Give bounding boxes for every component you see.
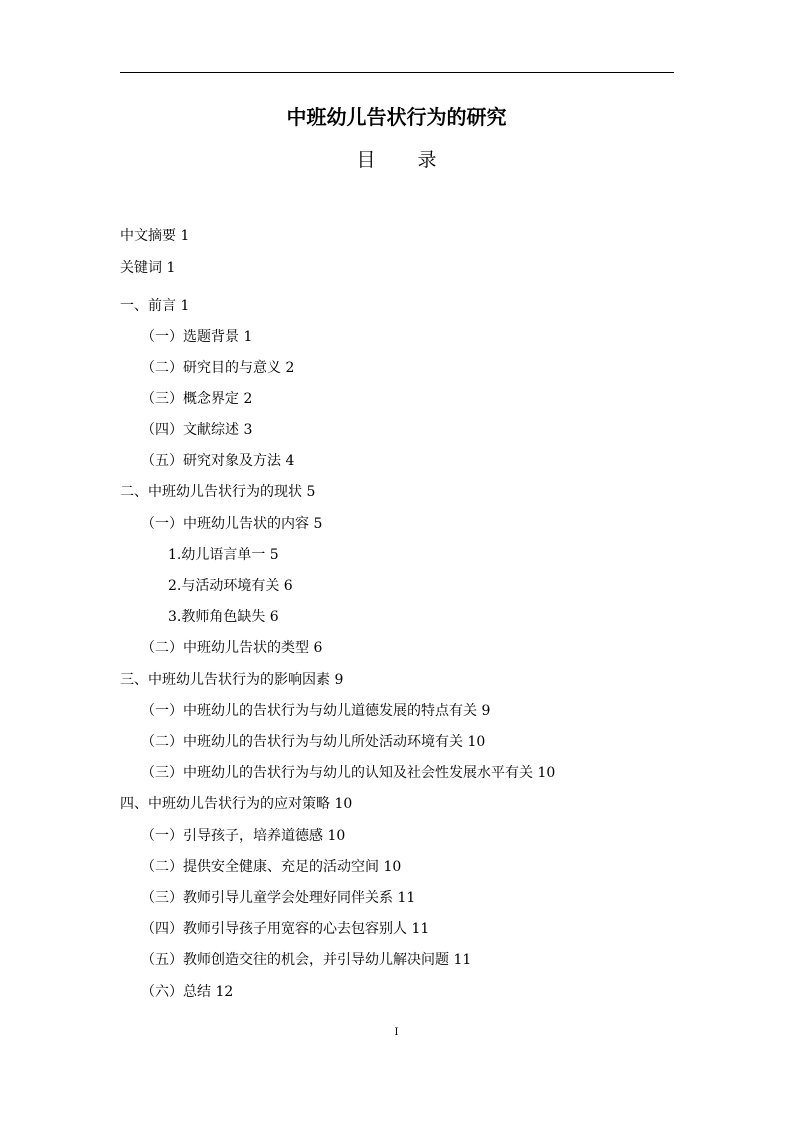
toc-entry[interactable]: （五）研究对象及方法 4 xyxy=(141,453,295,469)
toc-entry[interactable]: （二）提供安全健康、充足的活动空间 10 xyxy=(141,859,402,875)
toc-entry[interactable]: （一）中班幼儿的告状行为与幼儿道德发展的特点有关 9 xyxy=(141,703,491,719)
toc-entry[interactable]: （二）中班幼儿告状的类型 6 xyxy=(141,640,323,656)
toc-entry[interactable]: 2.与活动环境有关 6 xyxy=(168,578,293,594)
toc-entry[interactable]: （四）文献综述 3 xyxy=(141,422,253,438)
toc-entry[interactable]: （一）引导孩子，培养道德感 10 xyxy=(141,828,346,844)
header-rule xyxy=(120,72,674,73)
document-title: 中班幼儿告状行为的研究 xyxy=(286,105,507,129)
toc-entry[interactable]: （三）中班幼儿的告状行为与幼儿的认知及社会性发展水平有关 10 xyxy=(141,765,556,781)
toc-entry[interactable]: （三）教师引导儿童学会处理好同伴关系 11 xyxy=(141,890,416,906)
page-number: I xyxy=(394,1027,399,1038)
toc-entry[interactable]: （一）选题背景 1 xyxy=(141,329,253,345)
toc-entry[interactable]: 四、中班幼儿告状行为的应对策略 10 xyxy=(120,796,353,812)
toc-entry[interactable]: 中文摘要 1 xyxy=(120,228,190,244)
toc-entry[interactable]: 关键词 1 xyxy=(120,260,176,276)
toc-heading-char-2: 录 xyxy=(417,149,437,171)
toc-entry[interactable]: 二、中班幼儿告状行为的现状 5 xyxy=(120,484,316,500)
toc-entry[interactable]: 一、前言 1 xyxy=(120,298,190,314)
toc-entry[interactable]: （二）中班幼儿的告状行为与幼儿所处活动环境有关 10 xyxy=(141,734,486,750)
toc-entry[interactable]: 三、中班幼儿告状行为的影响因素 9 xyxy=(120,672,344,688)
toc-entry[interactable]: （三）概念界定 2 xyxy=(141,391,253,407)
toc-entry[interactable]: 1.幼儿语言单一 5 xyxy=(168,547,279,563)
toc-entry[interactable]: （二）研究目的与意义 2 xyxy=(141,360,295,376)
toc-entry[interactable]: （四）教师引导孩子用宽容的心去包容别人 11 xyxy=(141,921,430,937)
toc-entry[interactable]: （六）总结 12 xyxy=(141,984,234,1000)
toc-entry[interactable]: （一）中班幼儿告状的内容 5 xyxy=(141,516,323,532)
toc-heading xyxy=(0,147,793,173)
toc-entry[interactable]: （五）教师创造交往的机会，并引导幼儿解决问题 11 xyxy=(141,952,472,968)
toc-heading-char-1: 目 xyxy=(356,149,376,171)
toc-entry[interactable]: 3.教师角色缺失 6 xyxy=(168,609,279,625)
